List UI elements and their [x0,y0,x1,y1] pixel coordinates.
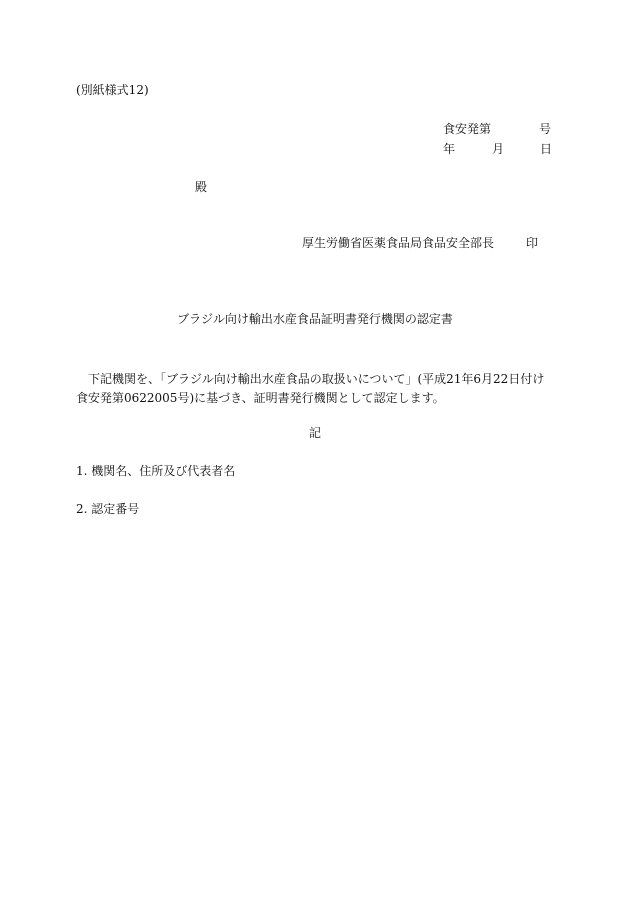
ki-heading: 記 [308,426,321,440]
document-number [443,123,551,135]
issuer-name: 厚生労働省医薬食品局食品安全部長 [302,236,495,250]
issuer-seal: 印 [526,236,539,250]
document-number-suffix: 号 [539,122,552,136]
document-number-label: 食安発第 [443,122,492,136]
list-item: 2. 認定番号 [76,502,140,516]
form-number: (別紙様式12) [76,83,149,97]
date-year: 年 [443,142,456,156]
document-title: ブラジル向け輸出水産食品証明書発行機関の認定書 [177,312,453,326]
addressee-honorific: 殿 [195,180,208,194]
list-item: 1. 機関名、住所及び代表者名 [76,464,236,478]
document-date [443,143,552,155]
issuer [302,237,538,249]
date-day: 日 [540,142,553,156]
date-month: 月 [492,142,505,156]
body-text: 下記機関を、「ブラジル向け輸出水産食品の取扱いについて」(平成21年6月22日付け食安発第0622005号)に基づき、証明書発行機関として認定します。 [76,372,545,405]
